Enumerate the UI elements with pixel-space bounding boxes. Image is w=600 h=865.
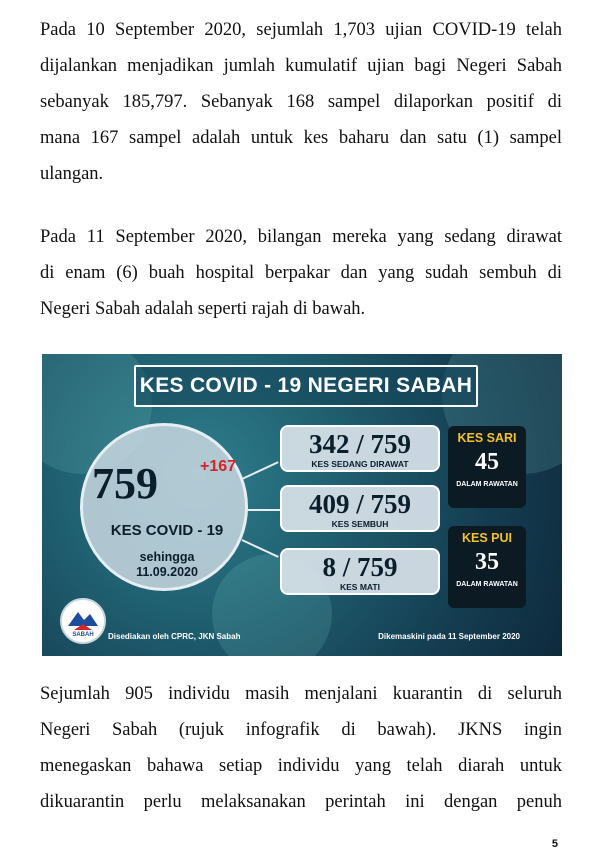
stat-box-recovered <box>280 485 440 532</box>
as-of-date-value: 11.09.2020 <box>136 565 198 579</box>
text-line: ulangan. <box>40 164 104 184</box>
text-line: menegaskan bahawa setiap individu yang telah diarah untuk <box>40 756 562 776</box>
infographic-title: KES COVID - 19 NEGERI SABAH <box>134 365 478 407</box>
sari-heading: KES SARI <box>457 431 517 445</box>
stat-box-deaths <box>280 548 440 595</box>
pui-value: 35 <box>475 549 499 575</box>
logo-icon <box>62 600 104 642</box>
as-of-label: sehingga <box>139 550 195 564</box>
text-line: Sejumlah 905 individu masih menjalani kuarantin di seluruh <box>40 684 562 704</box>
text-line: mana 167 sampel adalah untuk kes baharu dan satu (1) sampel <box>40 128 562 148</box>
footer-source: Disediakan oleh CPRC, JKN Sabah <box>108 632 241 641</box>
text-line: dikuarantin perlu melaksanakan perintah ini dengan penuh <box>40 792 562 812</box>
pui-box <box>448 526 526 608</box>
paragraph-hospital-status <box>40 219 562 327</box>
text-line: dijalankan menjadikan jumlah kumulatif ujian bagi Negeri Sabah <box>40 56 562 76</box>
total-cases-label: KES COVID - 19 <box>110 522 224 539</box>
total-cases-value: 759 <box>92 459 158 508</box>
stat-box-treated <box>280 425 440 472</box>
stat-value: 409 / 759 <box>308 489 411 519</box>
pui-label: DALAM RAWATAN <box>456 581 518 588</box>
stat-value: 342 / 759 <box>308 429 411 459</box>
logo-text: SABAH <box>72 632 94 638</box>
paragraph-covid-tests <box>40 12 562 192</box>
text-line: Negeri Sabah (rujuk infografik di bawah). JKNS ingin <box>40 720 562 740</box>
text-line: Pada 11 September 2020, bilangan mereka yang sedang dirawat <box>40 227 562 247</box>
sari-label: DALAM RAWATAN <box>456 481 518 488</box>
stat-label: KES SEMBUH <box>331 519 389 529</box>
connector-line <box>246 509 282 511</box>
stat-value: 8 / 759 <box>322 552 398 582</box>
jkn-sabah-logo <box>60 598 106 644</box>
pui-heading: KES PUI <box>461 531 512 545</box>
text-line: sebanyak 185,797. Sebanyak 168 sampel dilaporkan positif di <box>40 92 562 112</box>
new-cases-value: +167 <box>200 458 237 475</box>
stat-label: KES SEDANG DIRAWAT <box>311 459 409 469</box>
connector-line <box>242 461 279 480</box>
text-line: di enam (6) buah hospital berpakar dan yang sudah sembuh di <box>40 263 562 283</box>
as-of-date <box>102 550 232 580</box>
page-number: 5 <box>551 838 558 850</box>
paragraph-quarantine <box>40 676 562 820</box>
text-line: Pada 10 September 2020, sejumlah 1,703 ujian COVID-19 telah <box>40 20 562 40</box>
footer-updated: Dikemaskini pada 11 September 2020 <box>378 632 520 641</box>
text-line: Negeri Sabah adalah seperti rajah di bawah. <box>40 299 366 319</box>
covid-infographic <box>42 354 562 656</box>
sari-box <box>448 426 526 508</box>
sari-value: 45 <box>475 449 499 475</box>
stat-label: KES MATI <box>340 582 380 592</box>
